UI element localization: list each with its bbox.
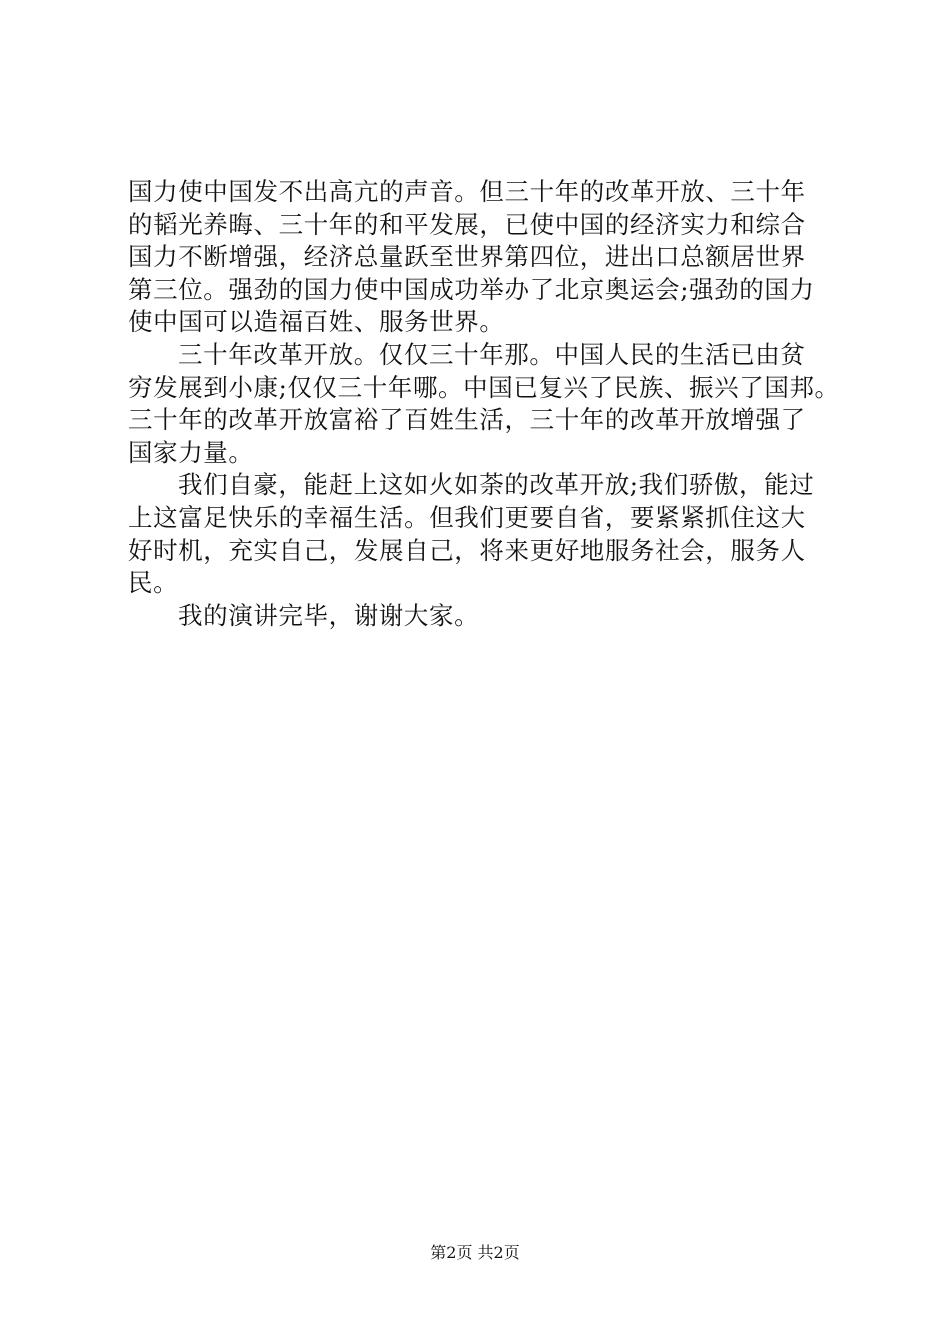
text-line: 的韬光养晦、三十年的和平发展，已使中国的经济实力和综合 — [128, 209, 806, 239]
text-line: 我的演讲完毕，谢谢大家。 — [178, 600, 480, 630]
document-body — [128, 176, 840, 632]
text-line: 穷发展到小康;仅仅三十年哪。中国已复兴了民族、振兴了国邦。 — [128, 372, 840, 402]
text-line: 我们自豪，能赶上这如火如荼的改革开放;我们骄傲，能过 — [178, 470, 815, 500]
text-line: 国力不断增强，经济总量跃至世界第四位，进出口总额居世界 — [128, 242, 806, 272]
text-line: 好时机，充实自己，发展自己，将来更好地服务社会，服务人 — [128, 535, 806, 565]
text-line: 使中国可以造福百姓、服务世界。 — [128, 307, 505, 337]
text-line: 三十年的改革开放富裕了百姓生活，三十年的改革开放增强了 — [128, 405, 806, 435]
page-number-footer: 第2页 共2页 — [430, 1243, 520, 1262]
text-line: 民。 — [128, 568, 179, 598]
paragraph-2 — [128, 339, 840, 469]
text-line: 国力使中国发不出高亢的声音。但三十年的改革开放、三十年 — [128, 177, 806, 206]
text-line: 国家力量。 — [128, 437, 254, 467]
text-line: 上这富足快乐的幸福生活。但我们更要自省，要紧紧抓住这大 — [128, 502, 806, 532]
paragraph-3 — [128, 469, 828, 599]
text-line: 第三位。强劲的国力使中国成功举办了北京奥运会;强劲的国力 — [128, 274, 815, 304]
text-line: 三十年改革开放。仅仅三十年那。中国人民的生活已由贫 — [178, 339, 806, 369]
paragraph-4 — [128, 600, 828, 633]
paragraph-1 — [128, 176, 828, 339]
